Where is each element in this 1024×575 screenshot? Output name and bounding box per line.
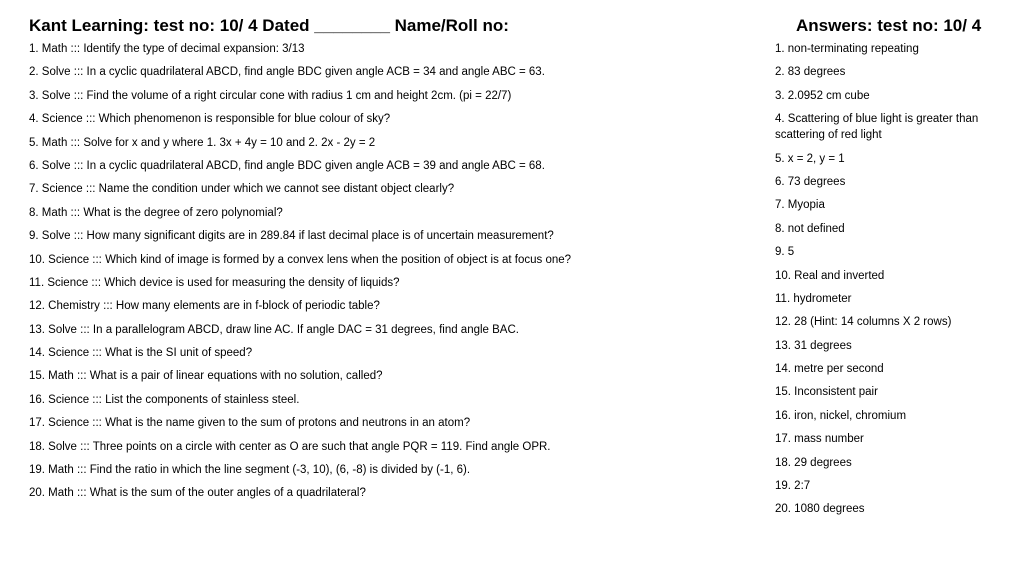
question-item: 5. Math ::: Solve for x and y where 1. 3x + 4y = 10 and 2. 2x - 2y = 2: [29, 136, 376, 149]
question-item: 19. Math ::: Find the ratio in which the line segment (-3, 10), (6, -8) is divided by (-1, 6).: [29, 464, 471, 477]
question-item: 13. Solve ::: In a parallelogram ABCD, draw line AC. If angle DAC = 31 degrees, find angle BAC.: [29, 323, 519, 336]
answer-item: 14. metre per second: [775, 363, 884, 376]
question-item: 4. Science ::: Which phenomenon is responsible for blue colour of sky?: [29, 113, 391, 126]
answer-list: [775, 41, 990, 525]
answer-item: 4. Scattering of blue light is greater than scattering of red light: [775, 113, 979, 142]
test-title: Kant Learning: test no: 10/ 4 Dated ________ Name/Roll no:: [29, 16, 509, 35]
question-item: 8. Math ::: What is the degree of zero polynomial?: [29, 206, 283, 219]
question-item: 9. Solve ::: How many significant digits are in 289.84 if last decimal place is of uncertain measurement?: [29, 230, 554, 243]
answer-item: 5. x = 2, y = 1: [775, 152, 845, 165]
answer-item: 6. 73 degrees: [775, 175, 846, 188]
question-item: 16. Science ::: List the components of stainless steel.: [29, 393, 300, 406]
answer-item: 10. Real and inverted: [775, 269, 885, 282]
answer-item: 19. 2:7: [775, 480, 811, 493]
answer-item: 16. iron, nickel, chromium: [775, 409, 907, 422]
question-item: 15. Math ::: What is a pair of linear equations with no solution, called?: [29, 370, 383, 383]
question-item: 7. Science ::: Name the condition under which we cannot see distant object clearly?: [29, 183, 455, 196]
question-item: 12. Chemistry ::: How many elements are in f-block of periodic table?: [29, 300, 380, 313]
answer-item: 8. not defined: [775, 222, 845, 235]
question-item: 20. Math ::: What is the sum of the outer angles of a quadrilateral?: [29, 487, 366, 500]
question-item: 10. Science ::: Which kind of image is formed by a convex lens when the position of object is at focus one?: [29, 253, 572, 266]
answer-item: 11. hydrometer: [775, 292, 852, 305]
answer-item: 9. 5: [775, 246, 795, 259]
answer-item: 1. non-terminating repeating: [775, 43, 919, 55]
question-list: [29, 41, 749, 509]
question-item: 6. Solve ::: In a cyclic quadrilateral ABCD, find angle BDC given angle ACB = 39 and angle ABC = 68.: [29, 159, 545, 172]
question-item: 1. Math ::: Identify the type of decimal expansion: 3/13: [29, 43, 305, 55]
question-item: 11. Science ::: Which device is used for measuring the density of liquids?: [29, 276, 400, 289]
answer-item: 20. 1080 degrees: [775, 503, 865, 516]
question-item: 18. Solve ::: Three points on a circle with center as O are such that angle PQR = 119. Find angle OPR.: [29, 440, 551, 453]
answers-title: Answers: test no: 10/ 4: [796, 16, 982, 35]
answer-item: 17. mass number: [775, 433, 864, 446]
question-item: 14. Science ::: What is the SI unit of speed?: [29, 347, 253, 360]
answer-item: 13. 31 degrees: [775, 339, 852, 352]
answer-item: 7. Myopia: [775, 199, 825, 212]
question-item: 3. Solve ::: Find the volume of a right circular cone with radius 1 cm and height 2cm. (pi = 22/7): [29, 89, 512, 102]
answer-item: 18. 29 degrees: [775, 456, 852, 469]
answer-item: 2. 83 degrees: [775, 66, 846, 79]
answer-item: 15. Inconsistent pair: [775, 386, 878, 399]
answer-item: 3. 2.0952 cm cube: [775, 89, 870, 102]
answer-item: 12. 28 (Hint: 14 columns X 2 rows): [775, 316, 952, 329]
question-item: 17. Science ::: What is the name given to the sum of protons and neutrons in an atom?: [29, 417, 471, 430]
question-item: 2. Solve ::: In a cyclic quadrilateral ABCD, find angle BDC given angle ACB = 34 and angle ABC = 63.: [29, 66, 545, 79]
